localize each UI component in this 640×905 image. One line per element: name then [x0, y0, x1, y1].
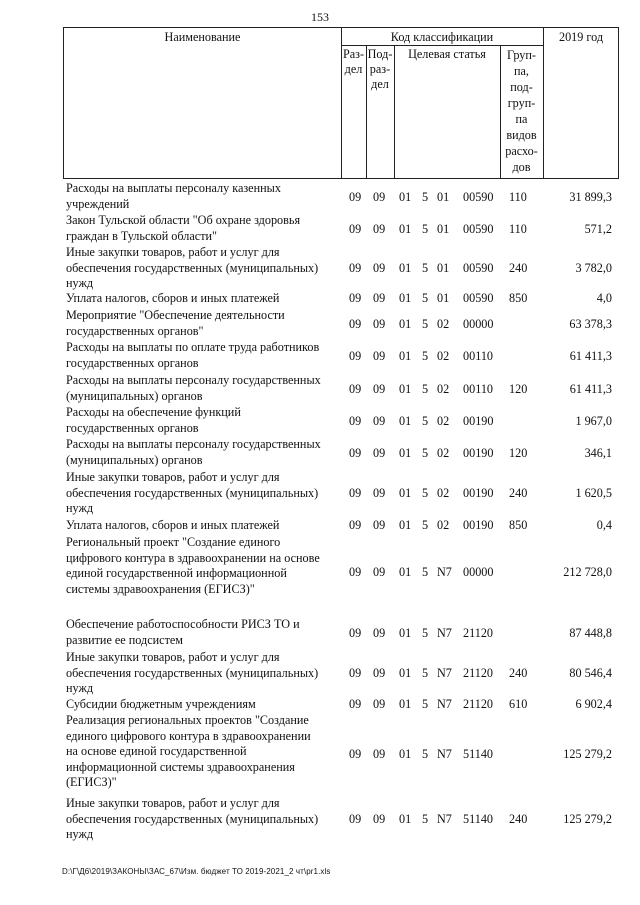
cell-razdel: 09 [349, 565, 362, 579]
cell-amount: 87 448,8 [569, 626, 612, 640]
cell-target-program: 01 [399, 565, 412, 579]
row-name: Расходы на выплаты по оплате труда работников государственных органов [66, 340, 320, 370]
cell-target-type: 5 [422, 747, 429, 761]
cell-target-type: 5 [422, 349, 429, 363]
cell-target-main: 02 [437, 317, 450, 331]
cell-amount: 1 620,5 [575, 486, 612, 500]
cell-amount: 61 411,3 [569, 382, 612, 396]
cell-target-type: 5 [422, 291, 429, 305]
cell-group: 240 [509, 486, 528, 500]
cell-target-direction: 21120 [463, 666, 494, 680]
cell-target-main: 02 [437, 382, 450, 396]
row-name: Уплата налогов, сборов и иных платежей [66, 518, 280, 532]
cell-podrazdel: 09 [373, 486, 386, 500]
column-year-header: 2019 год [558, 30, 604, 44]
row-name: Иные закупки товаров, работ и услуг для обеспечения государственных (муниципальных) нужд [66, 470, 319, 515]
cell-amount: 80 546,4 [569, 666, 612, 680]
file-path-footer: D:\Г\Д6\2019\ЗАКОНЫ\ЗАС_67\Изм. бюджет ТО 2019-2021_2 чт\pr1.xls [62, 867, 331, 876]
cell-amount: 1 967,0 [575, 414, 612, 428]
cell-razdel: 09 [349, 222, 362, 236]
cell-target-program: 01 [399, 697, 412, 711]
cell-razdel: 09 [349, 317, 362, 331]
cell-target-program: 01 [399, 190, 412, 204]
row-name: Обеспечение работоспособности РИСЗ ТО и развитие ее подсистем [66, 617, 300, 647]
cell-target-program: 01 [399, 626, 412, 640]
cell-razdel: 09 [349, 666, 362, 680]
cell-target-type: 5 [422, 565, 429, 579]
column-target-header: Целевая статья [408, 47, 486, 61]
cell-target-direction: 00110 [463, 382, 494, 396]
cell-target-program: 01 [399, 261, 412, 275]
cell-amount: 4,0 [596, 291, 612, 305]
cell-razdel: 09 [349, 349, 362, 363]
cell-razdel: 09 [349, 382, 362, 396]
cell-target-type: 5 [422, 486, 429, 500]
cell-target-type: 5 [422, 317, 429, 331]
cell-target-type: 5 [422, 222, 429, 236]
column-razdel-header: Раз- дел [342, 47, 365, 76]
cell-amount: 0,4 [596, 518, 612, 532]
cell-group: 850 [509, 291, 528, 305]
cell-target-direction: 00000 [463, 565, 494, 579]
cell-podrazdel: 09 [373, 382, 386, 396]
cell-podrazdel: 09 [373, 747, 386, 761]
row-name: Мероприятие "Обеспечение деятельности государственных органов" [66, 308, 285, 338]
cell-target-direction: 00590 [463, 291, 494, 305]
cell-amount: 3 782,0 [575, 261, 612, 275]
cell-target-direction: 51140 [463, 747, 494, 761]
cell-razdel: 09 [349, 414, 362, 428]
cell-razdel: 09 [349, 747, 362, 761]
cell-razdel: 09 [349, 190, 362, 204]
cell-target-direction: 00190 [463, 446, 494, 460]
cell-target-type: 5 [422, 626, 429, 640]
cell-podrazdel: 09 [373, 414, 386, 428]
cell-target-program: 01 [399, 812, 412, 826]
cell-target-main: 01 [437, 261, 450, 275]
cell-target-type: 5 [422, 666, 429, 680]
cell-target-direction: 21120 [463, 626, 494, 640]
row-name: Расходы на выплаты персоналу государственных (муниципальных) органов [66, 437, 321, 467]
cell-target-direction: 00190 [463, 414, 494, 428]
cell-target-main: N7 [437, 565, 452, 579]
cell-group: 240 [509, 666, 528, 680]
row-name: Реализация региональных проектов "Создание единого цифрового контура в здравоохранении на основе единой государственной информационной системы здравоохранения (ЕГИСЗ)" [66, 713, 311, 789]
cell-podrazdel: 09 [373, 812, 386, 826]
cell-podrazdel: 09 [373, 261, 386, 275]
cell-target-direction: 00590 [463, 222, 494, 236]
cell-group: 240 [509, 261, 528, 275]
cell-amount: 61 411,3 [569, 349, 612, 363]
cell-target-program: 01 [399, 486, 412, 500]
cell-target-main: 02 [437, 446, 450, 460]
cell-target-program: 01 [399, 349, 412, 363]
row-name: Субсидии бюджетным учреждениям [66, 697, 256, 711]
cell-target-program: 01 [399, 222, 412, 236]
cell-group: 120 [509, 446, 528, 460]
cell-razdel: 09 [349, 446, 362, 460]
cell-target-type: 5 [422, 414, 429, 428]
cell-target-main: 02 [437, 518, 450, 532]
cell-target-main: 02 [437, 414, 450, 428]
cell-target-direction: 00190 [463, 486, 494, 500]
cell-podrazdel: 09 [373, 697, 386, 711]
cell-target-type: 5 [422, 261, 429, 275]
cell-podrazdel: 09 [373, 317, 386, 331]
cell-razdel: 09 [349, 486, 362, 500]
row-name: Уплата налогов, сборов и иных платежей [66, 291, 280, 305]
cell-group: 850 [509, 518, 528, 532]
cell-target-direction: 00590 [463, 261, 494, 275]
cell-target-direction: 00110 [463, 349, 494, 363]
cell-target-program: 01 [399, 291, 412, 305]
cell-group: 110 [509, 190, 527, 204]
cell-amount: 6 902,4 [575, 697, 612, 711]
cell-razdel: 09 [349, 626, 362, 640]
cell-target-type: 5 [422, 812, 429, 826]
cell-target-program: 01 [399, 518, 412, 532]
cell-target-main: 01 [437, 291, 450, 305]
cell-podrazdel: 09 [373, 565, 386, 579]
cell-amount: 125 279,2 [563, 812, 612, 826]
cell-podrazdel: 09 [373, 446, 386, 460]
cell-amount: 212 728,0 [563, 565, 612, 579]
cell-podrazdel: 09 [373, 349, 386, 363]
cell-amount: 31 899,3 [569, 190, 612, 204]
cell-razdel: 09 [349, 812, 362, 826]
cell-target-direction: 51140 [463, 812, 494, 826]
cell-target-main: N7 [437, 626, 452, 640]
cell-group: 240 [509, 812, 528, 826]
cell-amount: 63 378,3 [569, 317, 612, 331]
cell-target-direction: 00190 [463, 518, 494, 532]
cell-group: 120 [509, 382, 528, 396]
row-name: Расходы на выплаты персоналу государственных (муниципальных) органов [66, 373, 321, 403]
cell-target-main: N7 [437, 697, 452, 711]
cell-target-program: 01 [399, 382, 412, 396]
column-group-header: Груп- па, под- груп- па видов расхо- дов [505, 48, 538, 174]
cell-razdel: 09 [349, 697, 362, 711]
column-name-header: Наименование [164, 30, 241, 44]
cell-target-main: 02 [437, 349, 450, 363]
row-name: Иные закупки товаров, работ и услуг для обеспечения государственных (муниципальных) нужд [66, 245, 319, 290]
cell-target-main: N7 [437, 747, 452, 761]
cell-target-type: 5 [422, 190, 429, 204]
row-name: Закон Тульской области "Об охране здоровья граждан в Тульской области" [66, 213, 301, 243]
row-name: Иные закупки товаров, работ и услуг для обеспечения государственных (муниципальных) нужд [66, 796, 319, 841]
column-podrazdel-header: Под- раз- дел [367, 47, 393, 91]
cell-amount: 571,2 [584, 222, 612, 236]
cell-target-program: 01 [399, 414, 412, 428]
cell-podrazdel: 09 [373, 626, 386, 640]
cell-amount: 346,1 [584, 446, 612, 460]
cell-target-type: 5 [422, 446, 429, 460]
row-name: Расходы на обеспечение функций государственных органов [66, 405, 241, 435]
cell-target-type: 5 [422, 518, 429, 532]
cell-target-main: N7 [437, 812, 452, 826]
cell-target-type: 5 [422, 697, 429, 711]
cell-podrazdel: 09 [373, 190, 386, 204]
cell-podrazdel: 09 [373, 666, 386, 680]
cell-group: 610 [509, 697, 528, 711]
cell-razdel: 09 [349, 518, 362, 532]
cell-target-direction: 00590 [463, 190, 494, 204]
cell-razdel: 09 [349, 291, 362, 305]
cell-group: 110 [509, 222, 527, 236]
cell-target-main: 01 [437, 222, 450, 236]
cell-podrazdel: 09 [373, 518, 386, 532]
cell-target-type: 5 [422, 382, 429, 396]
column-code-header: Код классификации [390, 30, 494, 44]
cell-amount: 125 279,2 [563, 747, 612, 761]
cell-target-main: 02 [437, 486, 450, 500]
cell-podrazdel: 09 [373, 222, 386, 236]
cell-target-program: 01 [399, 666, 412, 680]
row-name: Иные закупки товаров, работ и услуг для обеспечения государственных (муниципальных) нужд [66, 650, 319, 695]
cell-podrazdel: 09 [373, 291, 386, 305]
page-number: 153 [311, 10, 329, 24]
cell-target-program: 01 [399, 747, 412, 761]
cell-target-program: 01 [399, 446, 412, 460]
cell-razdel: 09 [349, 261, 362, 275]
row-name: Расходы на выплаты персоналу казенных учреждений [66, 181, 281, 211]
cell-target-direction: 21120 [463, 697, 494, 711]
cell-target-main: 01 [437, 190, 450, 204]
cell-target-program: 01 [399, 317, 412, 331]
cell-target-direction: 00000 [463, 317, 494, 331]
cell-target-main: N7 [437, 666, 452, 680]
row-name: Региональный проект "Создание единого цифрового контура в здравоохранении на основе единой государственной информационной системы здравоохранения (ЕГИСЗ)" [66, 535, 320, 596]
